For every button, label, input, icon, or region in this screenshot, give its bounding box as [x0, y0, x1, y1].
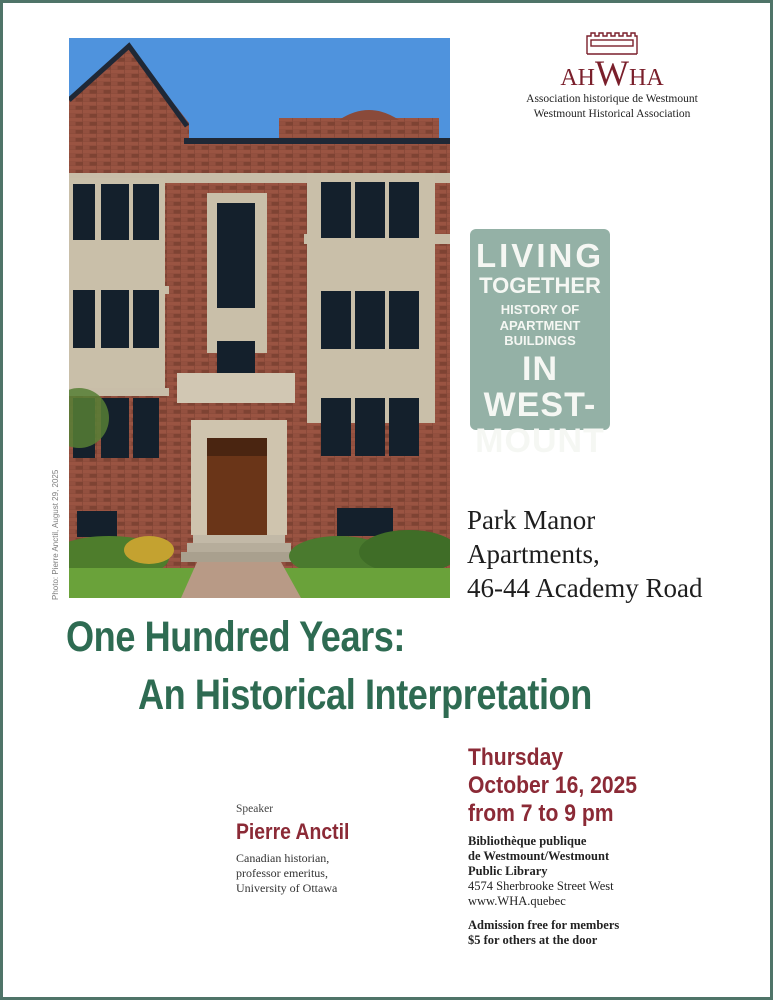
building-photo: [69, 38, 450, 598]
panel-line: HISTORY OF: [500, 302, 580, 317]
venue-address: 4574 Sherbrooke Street West: [468, 879, 614, 893]
venue-line: Bibliothèque publique: [468, 834, 587, 848]
photo-credit: Photo: Pierre Anctil, August 29, 2025: [51, 469, 60, 600]
panel-line: LIVING: [475, 237, 604, 274]
event-details: [468, 744, 660, 948]
venue-line: de Westmount/Westmount: [468, 849, 610, 863]
caption-line: Park Manor: [467, 505, 596, 535]
bio-line: Canadian historian,: [236, 851, 330, 865]
panel-place: [470, 351, 610, 459]
speaker-name: Pierre Anctil: [236, 819, 350, 844]
caption-line: Apartments,: [467, 539, 600, 569]
venue-line: Public Library: [468, 864, 548, 878]
bio-line: University of Ottawa: [236, 881, 338, 895]
logo-line-en: Westmount Historical Association: [533, 108, 691, 120]
logo-wordmark: [512, 53, 712, 93]
event-time: from 7 to 9 pm: [468, 800, 614, 827]
logo-line-fr: Association historique de Westmount: [526, 93, 698, 105]
speaker-bio: [236, 851, 365, 896]
speaker-block: [236, 803, 365, 896]
panel-line: TOGETHER: [479, 273, 601, 298]
event-title-line2: An Historical Interpretation: [138, 671, 592, 719]
admission-line: Admission free for members: [468, 918, 620, 932]
logo-w: W: [595, 53, 629, 93]
logo-ah: AH: [560, 65, 595, 91]
event-day: Thursday: [468, 744, 564, 771]
event-title-line1: One Hundred Years:: [66, 613, 406, 661]
event-date: October 16, 2025: [468, 772, 638, 799]
panel-subtitle: [470, 302, 610, 349]
panel-line: BUILDINGS: [504, 333, 576, 348]
logo-ha: HA: [628, 65, 664, 91]
bio-line: professor emeritus,: [236, 866, 328, 880]
panel-line: MOUNT: [475, 422, 605, 460]
admission-line: $5 for others at the door: [468, 933, 598, 947]
caption-line: 46-44 Academy Road: [467, 573, 703, 603]
panel-line: APARTMENT: [499, 317, 581, 333]
panel-line: IN WEST-: [483, 350, 597, 424]
speaker-label: Speaker: [236, 803, 274, 815]
series-panel: [470, 229, 610, 460]
wha-logo: [512, 30, 712, 122]
photo-caption: [467, 503, 702, 605]
website-link[interactable]: www.WHA.quebec: [468, 894, 566, 908]
event-venue: [468, 834, 660, 948]
